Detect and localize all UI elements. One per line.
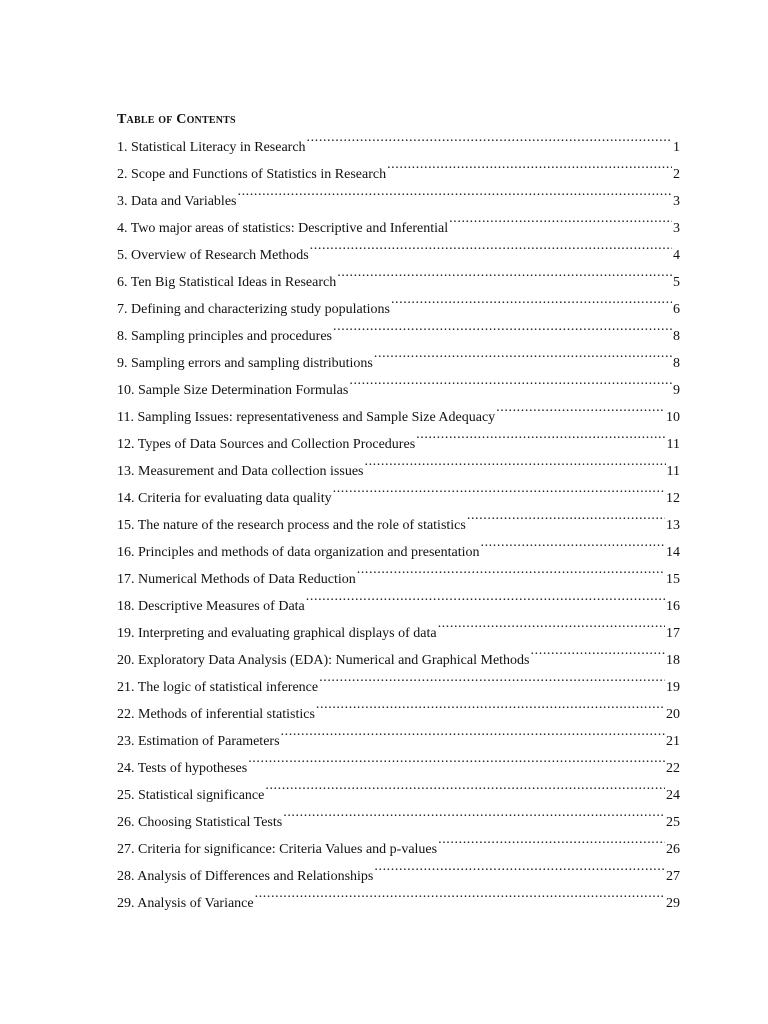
- toc-entry-title: 5. Overview of Research Methods: [117, 248, 309, 263]
- toc-entry-page-number: 24: [666, 788, 680, 803]
- toc-entry-title: 22. Methods of inferential statistics: [117, 707, 315, 722]
- toc-dot-leader: [333, 313, 672, 340]
- toc-entry-page-number: 16: [666, 599, 680, 614]
- toc-dot-leader: [387, 151, 672, 178]
- toc-dot-leader: [349, 367, 672, 394]
- toc-entry-title: 29. Analysis of Variance: [117, 896, 254, 911]
- toc-dot-leader: [307, 124, 672, 151]
- document-page: [117, 110, 680, 911]
- toc-entry-title: 1. Statistical Literacy in Research: [117, 140, 306, 155]
- toc-dot-leader: [374, 340, 672, 367]
- toc-entry-title: 10. Sample Size Determination Formulas: [117, 383, 349, 398]
- toc-entry-page-number: 1: [673, 140, 680, 155]
- toc-entry-page-number: 22: [666, 761, 680, 776]
- toc-dot-leader: [416, 421, 665, 448]
- toc-dot-leader: [306, 583, 665, 610]
- toc-entry-title: 20. Exploratory Data Analysis (EDA): Numerical and Graphical Methods: [117, 653, 530, 668]
- toc-entry-title: 27. Criteria for significance: Criteria Values and p-values: [117, 842, 438, 857]
- toc-dot-leader: [438, 826, 665, 853]
- toc-dot-leader: [255, 880, 665, 907]
- toc-dot-leader: [265, 772, 665, 799]
- toc-entry-page-number: 2: [673, 167, 680, 182]
- toc-entry-title: 13. Measurement and Data collection issues: [117, 464, 364, 479]
- toc-heading: Table of Contents: [117, 112, 236, 127]
- toc-entry-title: 26. Choosing Statistical Tests: [117, 815, 283, 830]
- toc-list: [117, 124, 680, 911]
- toc-entry-title: 19. Interpreting and evaluating graphical displays of data: [117, 626, 437, 641]
- toc-entry-page-number: 11: [666, 437, 680, 452]
- toc-entry-title: 15. The nature of the research process and the role of statistics: [117, 518, 466, 533]
- toc-entry-page-number: 5: [673, 275, 680, 290]
- toc-entry-title: 9. Sampling errors and sampling distributions: [117, 356, 373, 371]
- toc-dot-leader: [333, 475, 665, 502]
- toc-dot-leader: [337, 259, 672, 286]
- toc-entry-page-number: 6: [673, 302, 680, 317]
- toc-dot-leader: [496, 394, 665, 421]
- toc-entry-title: 12. Types of Data Sources and Collection Procedures: [117, 437, 416, 452]
- toc-entry-title: 23. Estimation of Parameters: [117, 734, 280, 749]
- toc-dot-leader: [438, 610, 665, 637]
- toc-entry-page-number: 27: [666, 869, 680, 884]
- toc-entry-title: 8. Sampling principles and procedures: [117, 329, 333, 344]
- toc-entry-page-number: 15: [666, 572, 680, 587]
- toc-entry-page-number: 11: [666, 464, 680, 479]
- toc-entry-page-number: 26: [666, 842, 680, 857]
- toc-dot-leader: [391, 286, 672, 313]
- toc-entry-title: 6. Ten Big Statistical Ideas in Research: [117, 275, 337, 290]
- toc-entry-title: 25. Statistical significance: [117, 788, 265, 803]
- toc-entry-page-number: 9: [673, 383, 680, 398]
- toc-dot-leader: [281, 718, 665, 745]
- toc-entry-title: 3. Data and Variables: [117, 194, 237, 209]
- toc-entry-page-number: 10: [666, 410, 680, 425]
- toc-dot-leader: [480, 529, 665, 556]
- toc-dot-leader: [374, 853, 665, 880]
- toc-dot-leader: [237, 178, 672, 205]
- toc-entry-title: 7. Defining and characterizing study populations: [117, 302, 390, 317]
- toc-entry-page-number: 12: [666, 491, 680, 506]
- toc-entry-page-number: 4: [673, 248, 680, 263]
- toc-entry-page-number: 8: [673, 356, 680, 371]
- toc-entry-page-number: 25: [666, 815, 680, 830]
- toc-dot-leader: [248, 745, 665, 772]
- toc-dot-leader: [449, 205, 672, 232]
- toc-dot-leader: [310, 232, 672, 259]
- toc-entry-title: 24. Tests of hypotheses: [117, 761, 248, 776]
- toc-dot-leader: [467, 502, 665, 529]
- toc-entry-page-number: 13: [666, 518, 680, 533]
- toc-entry-title: 4. Two major areas of statistics: Descriptive and Inferential: [117, 221, 449, 236]
- toc-entry-page-number: 19: [666, 680, 680, 695]
- toc-dot-leader: [283, 799, 665, 826]
- toc-entry-page-number: 14: [666, 545, 680, 560]
- toc-entry-page-number: 29: [666, 896, 680, 911]
- toc-dot-leader: [531, 637, 665, 664]
- toc-dot-leader: [364, 448, 665, 475]
- toc-entry-title: 11. Sampling Issues: representativeness and Sample Size Adequacy: [117, 410, 496, 425]
- toc-entry-title: 14. Criteria for evaluating data quality: [117, 491, 332, 506]
- toc-entry-title: 16. Principles and methods of data organization and presentation: [117, 545, 480, 560]
- toc-entry-title: 17. Numerical Methods of Data Reduction: [117, 572, 356, 587]
- toc-entry-title: 2. Scope and Functions of Statistics in Research: [117, 167, 387, 182]
- toc-entry-title: 21. The logic of statistical inference: [117, 680, 319, 695]
- toc-entry-page-number: 3: [673, 221, 680, 236]
- toc-entry-page-number: 8: [673, 329, 680, 344]
- toc-dot-leader: [357, 556, 665, 583]
- toc-entry-title: 18. Descriptive Measures of Data: [117, 599, 305, 614]
- toc-entry-page-number: 20: [666, 707, 680, 722]
- toc-dot-leader: [316, 691, 665, 718]
- toc-entry-page-number: 17: [666, 626, 680, 641]
- toc-entry-title: 28. Analysis of Differences and Relationships: [117, 869, 374, 884]
- toc-dot-leader: [319, 664, 665, 691]
- toc-entry-page-number: 21: [666, 734, 680, 749]
- toc-entry-page-number: 18: [666, 653, 680, 668]
- toc-entry-page-number: 3: [673, 194, 680, 209]
